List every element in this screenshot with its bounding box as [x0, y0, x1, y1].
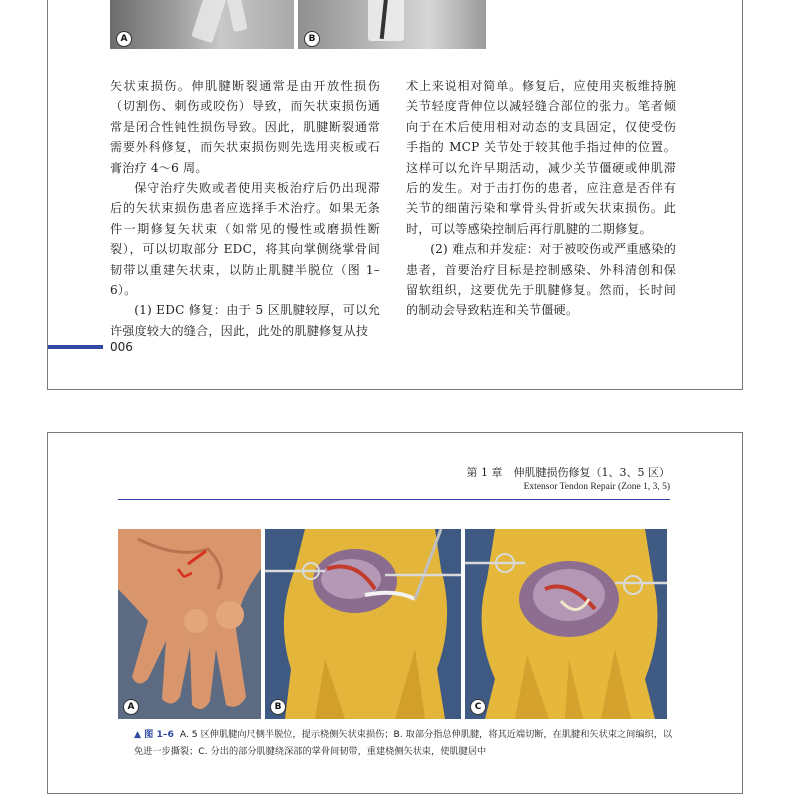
page-number-bar: [48, 345, 103, 349]
photo-c: [465, 529, 667, 719]
running-head-english: Extensor Tendon Repair (Zone 1, 3, 5): [523, 482, 670, 492]
photo-a: [118, 529, 261, 719]
bottom-page: [47, 432, 743, 794]
top-page: [47, 0, 743, 390]
paragraph: 矢状束损伤。伸肌腱断裂通常是由开放性损伤（切割伤、刺伤或咬伤）导致，而矢状束损伤通常是闭合性钝性损伤导致。因此，肌腱断裂通常需要外科修复，而矢状束损伤则先选用夹板或石膏治疗 4～6 周。: [110, 79, 380, 175]
paragraph: 术上来说相对简单。修复后，应使用夹板维持腕关节轻度背伸位以减轻缝合部位的张力。笔者倾向于在术后使用相对动态的支具固定，仅使受伤手指的 MCP 关节处于较其他手指过伸的位置。这样可以允许早期活动，减少关节僵硬或伸肌滞后的发生。对于击打伤的患者，应注意是否伴有关节的细菌污染和掌骨头骨折或矢状束损伤。此时，可以等感染控制后再行肌腱的二期修复。: [406, 79, 676, 236]
paragraph: (1) EDC 修复：由于 5 区肌腱较厚，可以允许强度较大的缝合，因此，此处的肌腱修复从技: [110, 303, 380, 338]
caption-text: A. 5 区伸肌腱向尺侧半脱位，提示桡侧矢状束损伤；B. 取部分指总伸肌腱，将其近端切断，在肌腱和矢状束之间编织，以免进一步撕裂；C. 分出的部分肌腱绕深部的掌骨间韧带，重建桡侧矢状束，使肌腱居中: [134, 729, 673, 757]
figure-label-c: C: [470, 699, 486, 715]
caption-marker-icon: ▲: [134, 729, 142, 740]
caption-label: 图 1–6: [144, 729, 174, 740]
figure-label-a: A: [123, 699, 139, 715]
running-head-chinese: 第 1 章 伸肌腱损伤修复（1、3、5 区）: [466, 466, 670, 479]
paragraph: 保守治疗失败或者使用夹板治疗后仍出现滞后的矢状束损伤患者应选择手术治疗。如果无条件一期修复矢状束（如常见的慢性或磨损性断裂），可以切取部分 EDC，将其向掌侧绕掌骨间韧带以重建矢状束，以防止肌腱半脱位（图 1–6）。: [110, 181, 380, 298]
figure-caption: [134, 726, 674, 760]
figure-label-b: B: [304, 31, 320, 47]
photo-b: [265, 529, 461, 719]
page-number: 006: [110, 340, 133, 354]
xray-image-b: [298, 0, 486, 49]
left-text-column: [110, 76, 380, 341]
figure-label-a: A: [116, 31, 132, 47]
right-text-column: [406, 76, 676, 321]
figure-label-b: B: [270, 699, 286, 715]
header-rule: [118, 499, 670, 500]
paragraph: (2) 难点和并发症：对于被咬伤或严重感染的患者，首要治疗目标是控制感染、外科清创和保留软组织，这要优先于肌腱修复。然而，长时间的制动会导致粘连和关节僵硬。: [406, 242, 676, 318]
xray-image-a: [110, 0, 294, 49]
